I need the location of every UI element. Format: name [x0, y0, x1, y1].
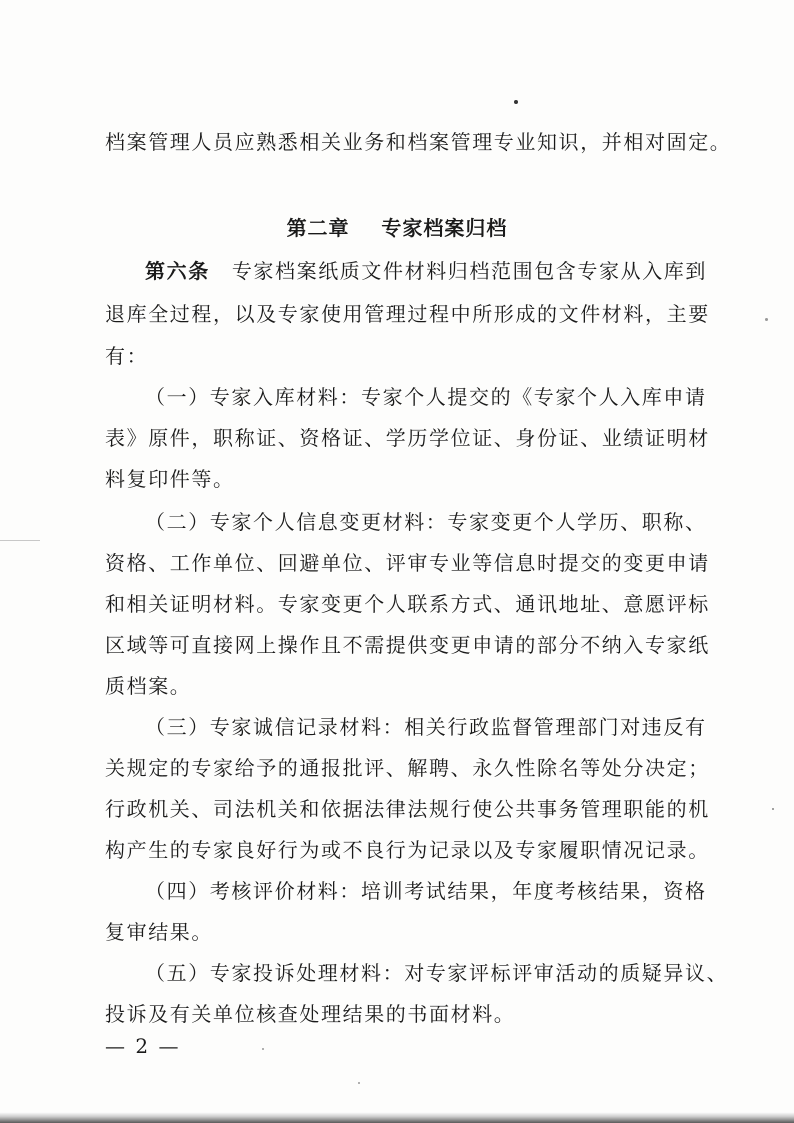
item-5-line-2: 投诉及有关单位核查处理结果的书面材料。 — [105, 1002, 516, 1026]
scan-speck — [514, 100, 518, 104]
article-text: 专家档案纸质文件材料归档范围包含专家从入库到 — [231, 259, 708, 283]
chapter-title: 专家档案归档 — [381, 216, 508, 240]
article-line-2: 退库全过程，以及专家使用管理过程中所形成的文件材料，主要 — [105, 302, 710, 326]
item-2-line-2: 资格、工作单位、回避单位、评审专业等信息时提交的变更申请 — [105, 551, 710, 575]
article-line-1 — [105, 257, 708, 285]
scan-speck — [358, 1082, 360, 1084]
item-3-line-1: （三）专家诚信记录材料：相关行政监督管理部门对违反有 — [145, 715, 707, 739]
item-1-line-3: 料复印件等。 — [105, 467, 235, 491]
chapter-heading — [0, 214, 794, 242]
scan-speck — [765, 318, 768, 321]
chapter-number: 第二章 — [286, 216, 350, 240]
item-2-line-3: 和相关证明材料。专家变更个人联系方式、通讯地址、意愿评标 — [105, 592, 710, 616]
item-2-line-5: 质档案。 — [105, 674, 192, 698]
item-2-line-1: （二）专家个人信息变更材料：专家变更个人学历、职称、 — [145, 510, 707, 534]
item-2-line-4: 区域等可直接网上操作且不需提供变更申请的部分不纳入专家纸 — [105, 633, 710, 657]
item-4-line-2: 复审结果。 — [105, 920, 213, 944]
item-3-line-4: 构产生的专家良好行为或不良行为记录以及专家履职情况记录。 — [105, 838, 710, 862]
page-bottom-edge — [0, 1112, 794, 1123]
item-3-line-2: 关规定的专家给予的通报批评、解聘、永久性除名等处分决定； — [105, 756, 710, 780]
scan-line — [0, 540, 40, 541]
item-1-line-2: 表》原件，职称证、资格证、学历学位证、身份证、业绩证明材 — [105, 426, 710, 450]
article-label: 第六条 — [145, 259, 210, 283]
item-4-line-1: （四）考核评价材料：培训考试结果，年度考核结果，资格 — [145, 879, 707, 903]
page-number: — 2 — — [105, 1034, 181, 1058]
scan-speck — [772, 808, 774, 810]
item-5-line-1: （五）专家投诉处理材料：对专家评标评审活动的质疑异议、 — [145, 961, 729, 985]
opening-line: 档案管理人员应熟悉相关业务和档案管理专业知识，并相对固定。 — [105, 130, 732, 154]
item-1-line-1: （一）专家入库材料：专家个人提交的《专家个人入库申请 — [145, 385, 707, 409]
article-line-3: 有： — [105, 344, 149, 368]
item-3-line-3: 行政机关、司法机关和依据法律法规行使公共事务管理职能的机 — [105, 797, 710, 821]
scan-speck — [262, 1048, 264, 1050]
